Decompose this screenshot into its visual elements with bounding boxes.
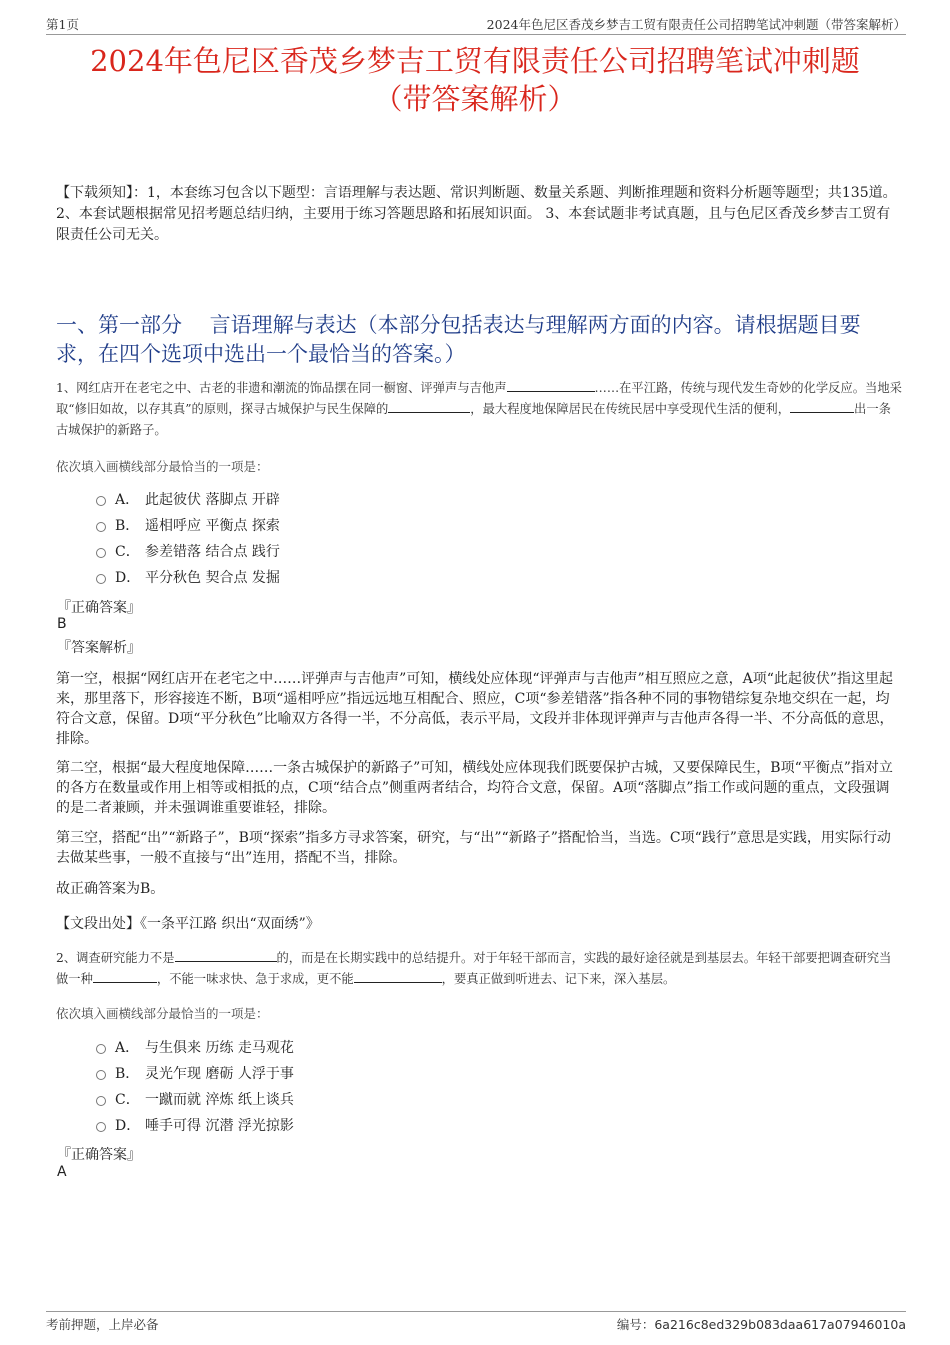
analysis-paragraph: 第一空，根据“网红店开在老宅之中……评弹声与吉他声”可知，横线处应体现“评弹声与吉他声”相互照应之意，A项“此起彼伏”指这里起来，那里落下，形容接连不断，B项“遥相呼应”指远远地互相配合、照应，C项“参差错落”指各种不同的事物错综复杂地交织在一起，均符合文意，保留。D项“平分秋色”比喻双方各得一半，不分高低，表示平局，文段并非体现评弹声与吉他声各得一半、不分高低的意思，排除。 xyxy=(56,671,894,747)
question-2-options xyxy=(96,1035,294,1139)
section-heading: 一、第一部分 言语理解与表达（本部分包括表达与理解两方面的内容。请根据题目要求，在四个选项中选出一个最恰当的答案。） xyxy=(56,313,861,366)
radio-button[interactable] xyxy=(96,1044,106,1054)
fill-blank xyxy=(175,949,277,962)
analysis-paragraph: 第三空，搭配“出”“新路子”，B项“探索”指多方寻求答案，研究，与“出”“新路子”搭配恰当，当选。C项“践行”意思是实践，用实际行动去做某些事，一般不直接与“出”连用，搭配不当，排除。 xyxy=(56,830,891,866)
correct-answer-label: 『正确答案』 xyxy=(57,600,141,616)
radio-button[interactable] xyxy=(96,548,106,558)
analysis-conclusion: 故正确答案为B。 xyxy=(56,881,165,897)
option-d[interactable]: D． 平分秋色 契合点 发掘 xyxy=(96,565,280,591)
fill-blank xyxy=(93,970,157,983)
option-a[interactable]: A． 与生俱来 历练 走马观花 xyxy=(96,1035,294,1061)
radio-button[interactable] xyxy=(96,1070,106,1080)
fill-blank xyxy=(790,400,854,413)
correct-answer-label: 『正确答案』 xyxy=(57,1147,141,1163)
option-c[interactable]: C． 参差错落 结合点 践行 xyxy=(96,539,280,565)
analysis-paragraph: 第二空，根据“最大程度地保障……一条古城保护的新路子”可知，横线处应体现我们既要保护古城，又要保障民生，B项“平衡点”指对立的各方在数量或作用上相等或相抵的点，C项“结合点”侧重两者结合，均符合文意，保留。A项“落脚点”指工作或问题的重点，文段强调的是二者兼顾，并未强调谁重要谁轻，排除。 xyxy=(56,760,893,816)
option-c[interactable]: C． 一蹴而就 淬炼 纸上谈兵 xyxy=(96,1087,294,1113)
option-d[interactable]: D． 唾手可得 沉潜 浮光掠影 xyxy=(96,1113,294,1139)
title-line-1: 2024年色尼区香茂乡梦吉工贸有限责任公司招聘笔试冲刺题 xyxy=(90,44,860,78)
option-a[interactable]: A． 此起彼伏 落脚点 开辟 xyxy=(96,487,280,513)
document-title xyxy=(40,42,910,118)
page-number: 第1页 xyxy=(46,17,79,32)
radio-button[interactable] xyxy=(96,1122,106,1132)
fill-blank xyxy=(354,970,442,983)
page-footer xyxy=(46,1311,906,1336)
download-notice: 【下载须知】：1，本套练习包含以下题型：言语理解与表达题、常识判断题、数量关系题、判断推理题和资料分析题等题型；共135道。 2、本套试题根据常见招考题总结归纳，主要用于练习答题思路和拓展知识面。 3、本套试题非考试真题，且与色尼区香茂乡梦吉工贸有限责任公司无关。 xyxy=(56,185,897,243)
fill-blank xyxy=(388,400,470,413)
question-2-prompt: 依次填入画横线部分最恰当的一项是： xyxy=(56,1006,269,1021)
radio-button[interactable] xyxy=(96,1096,106,1106)
fill-blank xyxy=(507,379,595,392)
question-1-options xyxy=(96,487,280,591)
title-line-2: （带答案解析） xyxy=(373,82,577,116)
correct-answer-value: A xyxy=(57,1164,67,1180)
radio-button[interactable] xyxy=(96,496,106,506)
correct-answer-value: B xyxy=(57,616,67,632)
question-1-stem: 1、网红店开在老宅之中、古老的非遗和潮流的饰品摆在同一橱窗、评弹声与吉他声 ……在平江路，传统与现代发生奇妙的化学反应。当地采取“修旧如故，以存其真”的原则，探寻古城保护与民生保障的 ，最大程度地保障居民在传统民居中享受现代生活的便利， 出一条古城保护的新路子。 xyxy=(56,381,902,437)
document-code: 编号：6a216c8ed329b083daa617a07946010a xyxy=(616,1317,906,1332)
analysis-label: 『答案解析』 xyxy=(57,640,141,656)
question-1-prompt: 依次填入画横线部分最恰当的一项是： xyxy=(56,459,269,474)
passage-source: 【文段出处】《一条平江路 织出“双面绣”》 xyxy=(56,916,320,932)
radio-button[interactable] xyxy=(96,522,106,532)
header-doc-title: 2024年色尼区香茂乡梦吉工贸有限责任公司招聘笔试冲刺题（带答案解析） xyxy=(486,17,906,32)
option-b[interactable]: B． 遥相呼应 平衡点 探索 xyxy=(96,513,280,539)
radio-button[interactable] xyxy=(96,574,106,584)
page-header xyxy=(46,14,906,35)
option-b[interactable]: B． 灵光乍现 磨砺 人浮于事 xyxy=(96,1061,294,1087)
question-2-stem: 2、调查研究能力不是 的，而是在长期实践中的总结提升。对于年轻干部而言，实践的最好途径就是到基层去。年轻干部要把调查研究当做一种 ，不能一味求快、急于求成，更不能 ，要真正做到听进去、记下来，深入基层。 xyxy=(56,951,892,986)
footer-slogan: 考前押题，上岸必备 xyxy=(46,1317,159,1332)
